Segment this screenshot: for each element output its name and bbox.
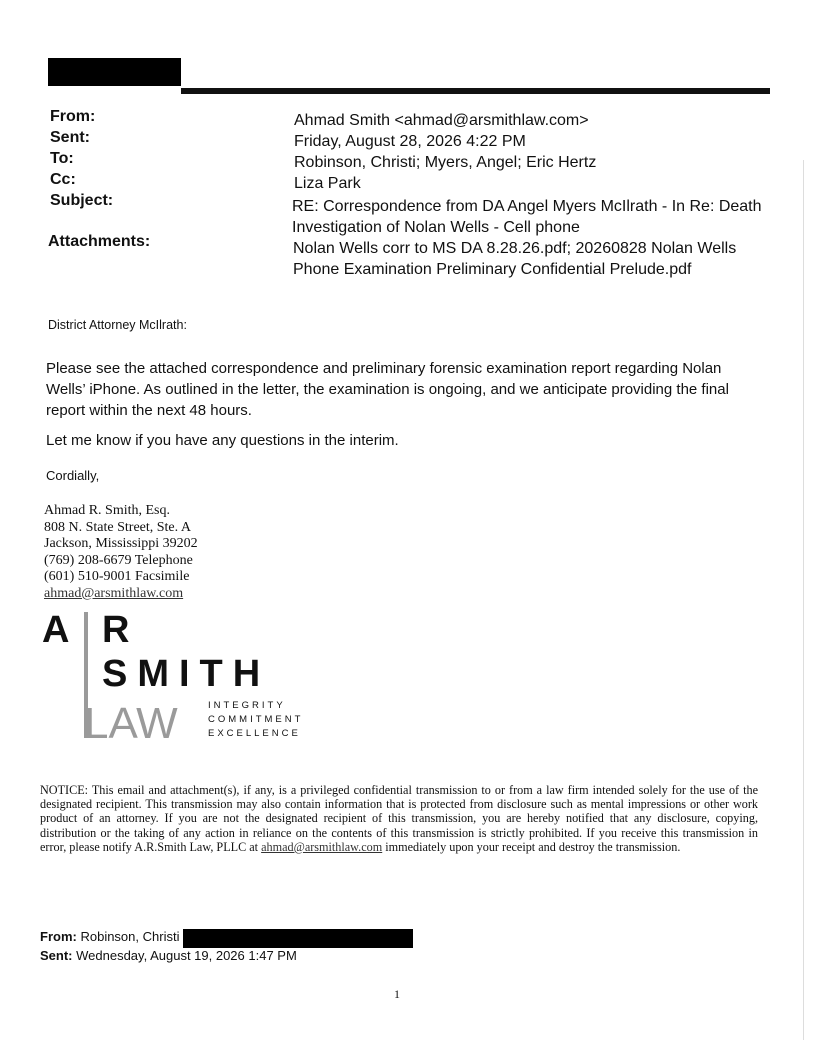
attachments-label: Attachments: <box>48 233 151 250</box>
logo-tagline-integrity: INTEGRITY <box>208 700 286 711</box>
from-label: From: <box>50 108 96 125</box>
forwarded-sent-label: Sent: <box>40 948 73 963</box>
subject-label: Subject: <box>50 192 114 209</box>
notice-text: NOTICE: This email and attachment(s), if any, is a privileged confidential transmission to or from a law firm intended solely for the use of the designated recipient. This transmission may also contain information that is protected from disclosure such as mental impressions or other work product of an attorney. If you are not the designated recipient of this transmission, you are hereby notified that any disclosure, copying, distribution or the taking of any action in reliance on the contents of this transmission is strictly prohibited. If you receive this transmission in error, please notify A.R.Smith Law, PLLC at <box>40 783 758 854</box>
salutation: District Attorney McIlrath: <box>48 318 187 332</box>
attachment-line-1: Nolan Wells corr to MS DA 8.28.26.pdf; 20260828 Nolan Wells <box>293 240 737 257</box>
logo-letter-a: A <box>42 610 70 651</box>
body-paragraph <box>46 358 766 421</box>
to-value: Robinson, Christi; Myers, Angel; Eric Hertz <box>294 154 597 171</box>
logo-tagline-commitment: COMMITMENT <box>208 714 304 725</box>
signature-name: Ahmad R. Smith, Esq. <box>44 503 171 518</box>
body-line-1: Please see the attached correspondence and preliminary forensic examination report regarding Nolan <box>46 360 722 377</box>
header-rule <box>181 88 770 94</box>
forwarded-sent <box>40 948 297 963</box>
cc-label: Cc: <box>50 171 76 188</box>
signature-address-2: Jackson, Mississippi 39202 <box>44 536 198 551</box>
signature-telephone: (769) 208-6679 Telephone <box>44 552 193 568</box>
forwarded-sent-value: Wednesday, August 19, 2026 1:47 PM <box>76 948 297 963</box>
attachments-value <box>293 238 783 280</box>
notice-email-link[interactable]: ahmad@arsmithlaw.com <box>261 839 383 854</box>
redaction-bar-bottom <box>183 929 413 948</box>
sent-label: Sent: <box>50 129 90 146</box>
body-questions: Let me know if you have any questions in the interim. <box>46 432 399 449</box>
body-line-2: Wells’ iPhone. As outlined in the letter, the examination is ongoing, and we anticipate providing the final <box>46 381 729 398</box>
attachment-line-2: Phone Examination Preliminary Confidential Prelude.pdf <box>293 261 692 278</box>
logo-smith: SMITH <box>102 653 271 695</box>
signature-address-1: 808 N. State Street, Ste. A <box>44 519 191 535</box>
closing: Cordially, <box>46 468 100 483</box>
sent-value: Friday, August 28, 2026 4:22 PM <box>294 133 526 150</box>
confidentiality-notice <box>40 783 758 854</box>
cc-value: Liza Park <box>294 175 361 192</box>
signature-block <box>44 503 198 602</box>
signature-email-link[interactable]: ahmad@arsmithlaw.com <box>44 585 184 601</box>
from-value: Ahmad Smith <ahmad@arsmithlaw.com> <box>294 112 589 129</box>
redaction-bar-top <box>48 58 181 86</box>
signature-facsimile: (601) 510-9001 Facsimile <box>44 569 190 584</box>
subject-value <box>292 196 782 238</box>
body-line-3: report within the next 48 hours. <box>46 402 252 419</box>
forwarded-from <box>40 929 179 944</box>
logo-law: LAW <box>84 699 178 748</box>
forwarded-from-value: Robinson, Christi <box>80 929 180 944</box>
to-label: To: <box>50 150 74 167</box>
page-number: 1 <box>394 987 400 1001</box>
logo-letter-r: R <box>102 610 130 651</box>
logo-tagline-excellence: EXCELLENCE <box>208 728 301 739</box>
forwarded-from-label: From: <box>40 929 77 944</box>
subject-line-2: Investigation of Nolan Wells - Cell phone <box>292 219 580 236</box>
notice-text-end: immediately upon your receipt and destroy the transmission. <box>382 839 681 854</box>
subject-line-1: RE: Correspondence from DA Angel Myers McIlrath - In Re: Death <box>292 198 762 215</box>
scan-edge-line <box>803 160 804 1040</box>
ar-smith-law-logo <box>40 610 330 750</box>
